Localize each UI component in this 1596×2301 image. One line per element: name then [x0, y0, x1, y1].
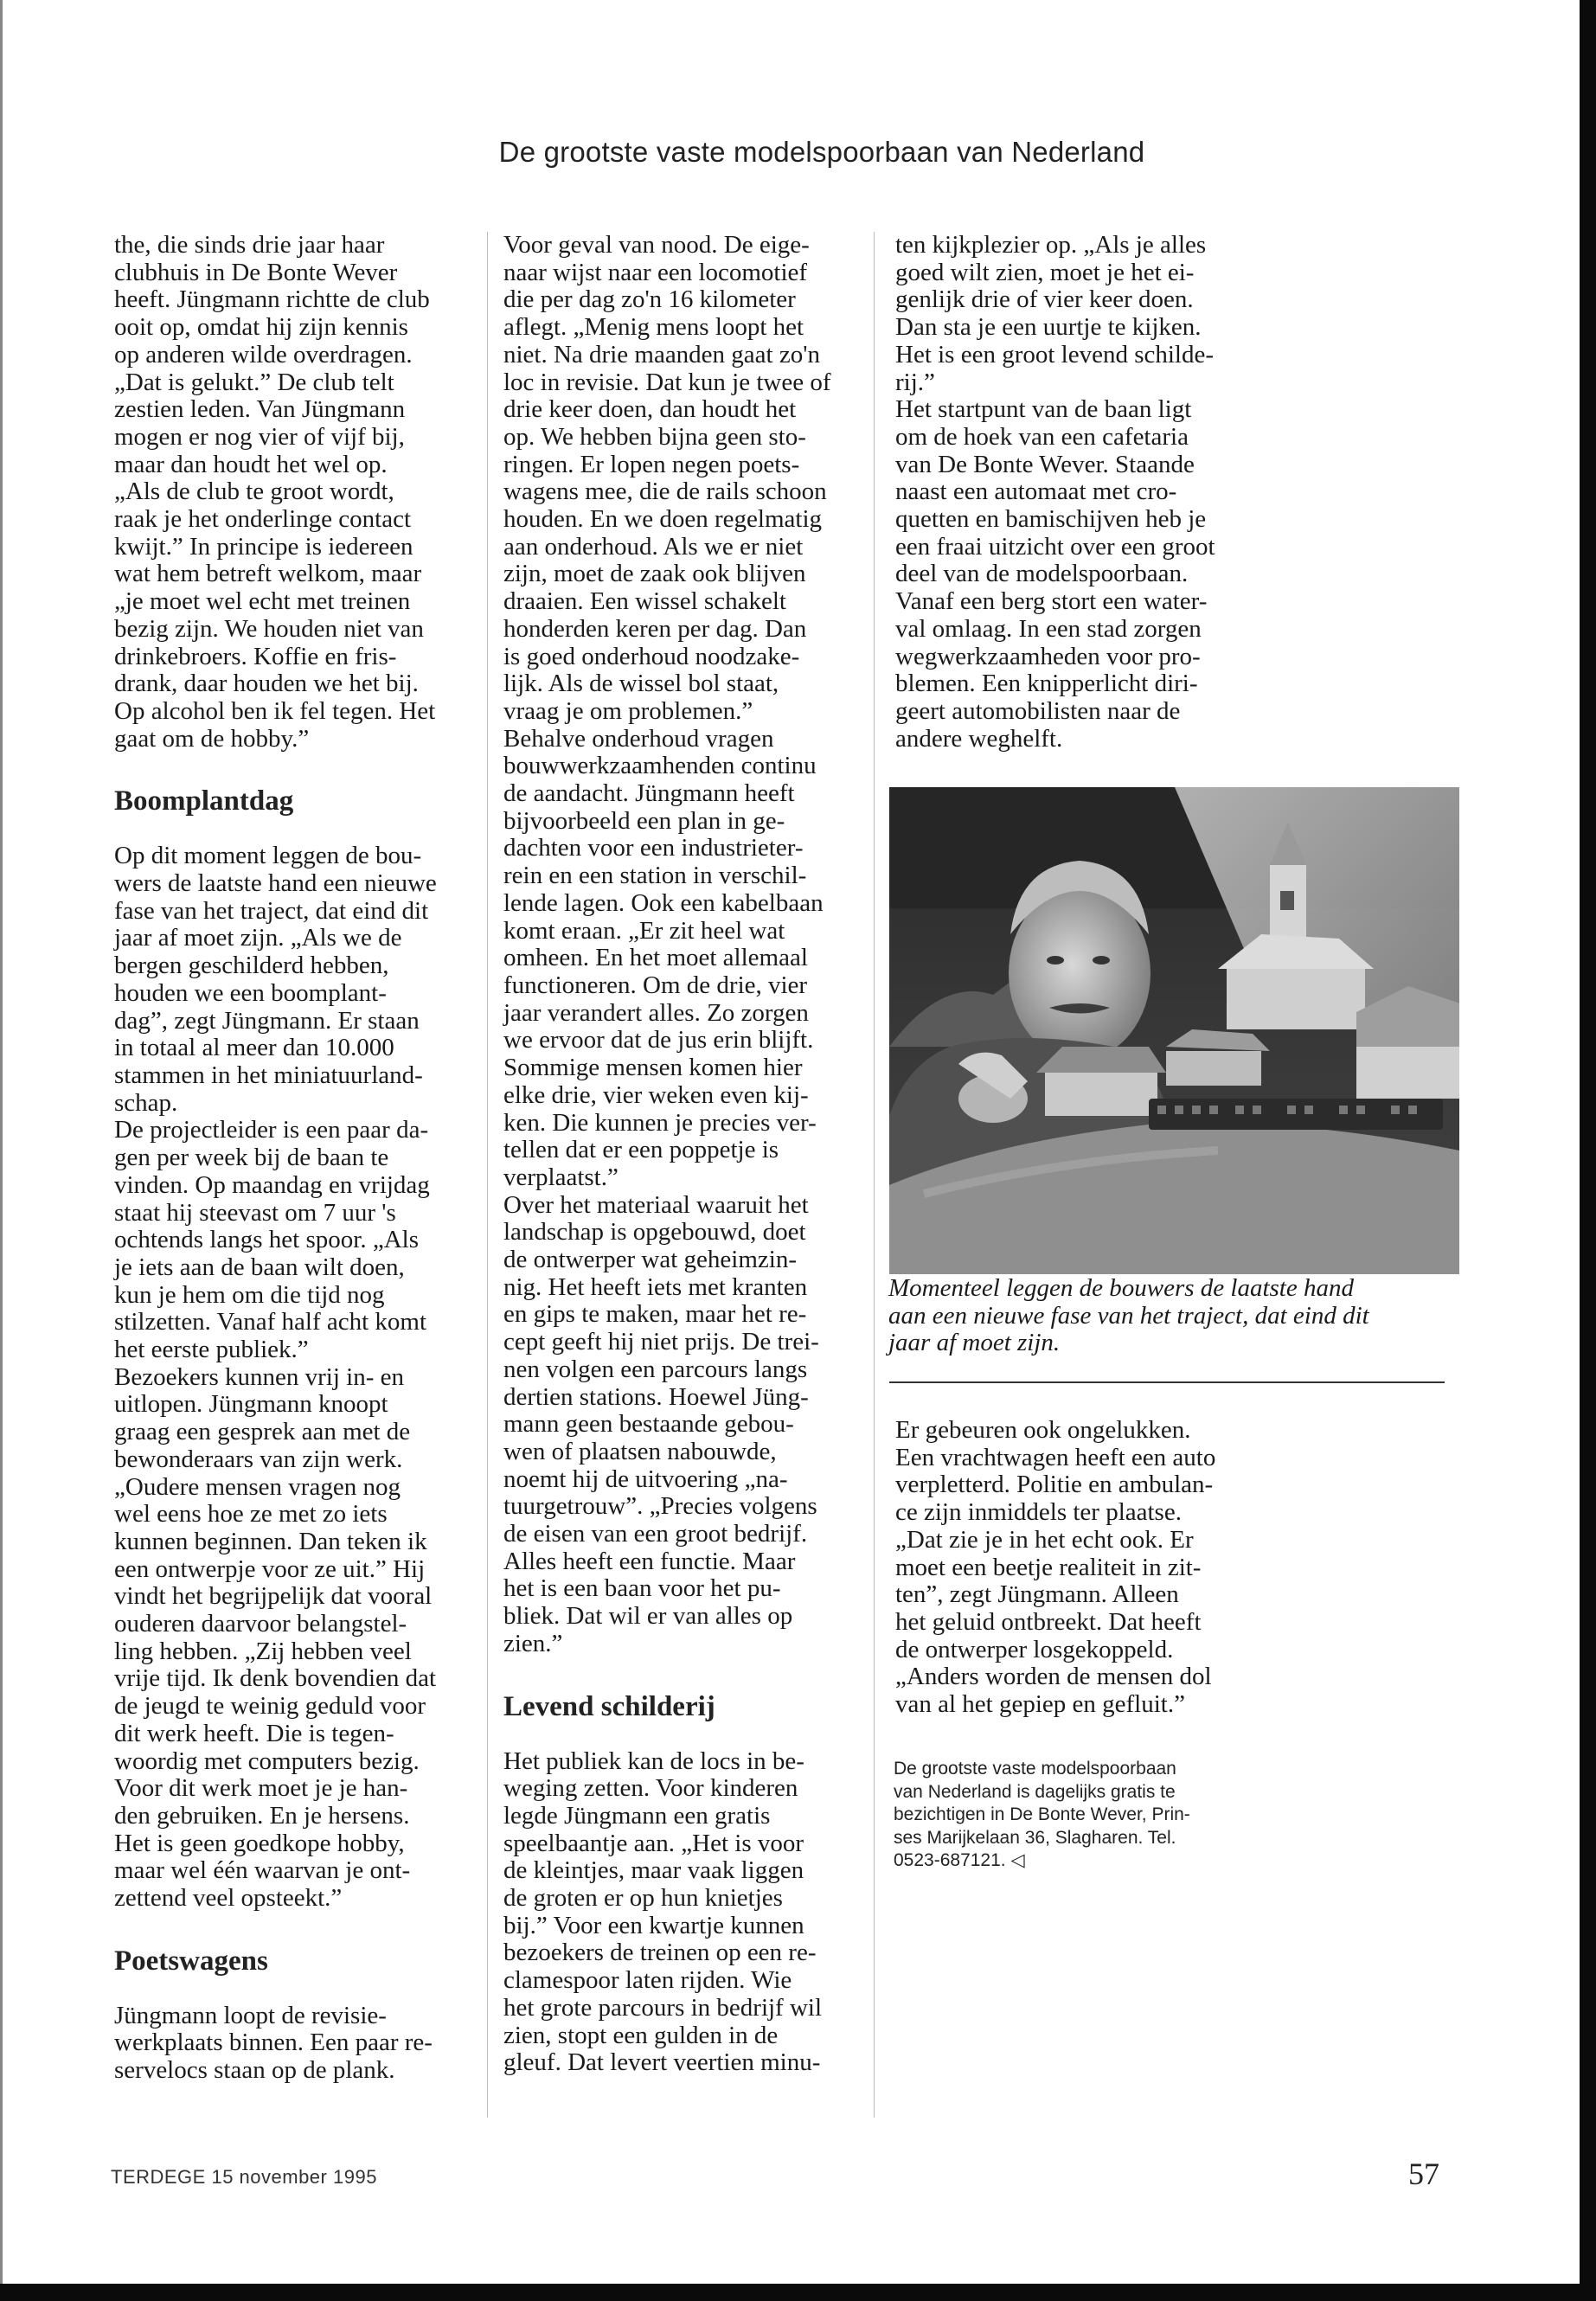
text-line: ten kijkplezier op. „Als je alles — [895, 231, 1207, 259]
text-line: bliek. Dat wil er van alles op — [503, 1602, 793, 1631]
text-line: kun je hem om die tijd nog — [114, 1280, 385, 1309]
text-line: noemt hij de uitvoering „na- — [503, 1465, 788, 1493]
text-line: de jeugd te weinig geduld voor — [114, 1692, 426, 1721]
text-line: val omlaag. In een stad zorgen — [895, 614, 1202, 643]
text-line: komt eraan. „Er zit heel wat — [503, 916, 785, 945]
text-line: Dan sta je een uurtje te kijken. — [895, 313, 1202, 342]
text-line: wen of plaatsen nabouwde, — [503, 1437, 777, 1465]
text-line: Op dit moment leggen de bou- — [114, 842, 422, 870]
text-line: bijvoorbeeld een plan in ge- — [503, 806, 785, 835]
article-photo — [889, 787, 1459, 1274]
running-header: De grootste vaste modelspoorbaan van Nederland — [498, 136, 1145, 168]
text-line: Voor geval van nood. De eige- — [503, 231, 810, 259]
text-line: cept geeft hij niet prijs. De trei- — [503, 1328, 819, 1356]
text-line: bergen geschilderd hebben, — [114, 952, 389, 980]
text-line: aflegt. „Menig mens loopt het — [503, 313, 804, 342]
text-line: zien.” — [503, 1629, 563, 1657]
text-line: geert automobilisten naar de — [895, 696, 1181, 725]
text-line: tuurgetrouw”. „Precies volgens — [503, 1492, 817, 1521]
text-line: ouderen daarvoor belangstel- — [114, 1610, 407, 1638]
text-line: het is een baan voor het pu- — [503, 1574, 781, 1603]
text-line: „je moet wel echt met treinen — [114, 587, 411, 616]
text-line: bouwwerkzaamhenden continu — [503, 752, 817, 780]
text-line: nig. Het heeft iets met kranten — [503, 1272, 808, 1301]
text-line: het grote parcours in bedrijf wil — [503, 1993, 823, 2022]
subheading-poetswagens: Poetswagens — [114, 1945, 268, 1977]
text-line: in totaal al meer dan 10.000 — [114, 1034, 394, 1062]
text-line: kunnen beginnen. Dan teken ik — [114, 1527, 427, 1555]
text-line: Sommige mensen komen hier — [503, 1054, 803, 1082]
text-line: houden. En we doen regelmatig — [503, 505, 823, 534]
text-line: maar wel één waarvan je ont- — [114, 1856, 411, 1885]
text-line: 0523-687121. ◁ — [894, 1850, 1025, 1870]
text-line: servelocs staan op de plank. — [114, 2056, 395, 2085]
text-line: Op alcohol ben ik fel tegen. Het — [114, 696, 436, 725]
text-line: de ontwerper wat geheimzin- — [503, 1246, 797, 1274]
text-line: honderden keren per dag. Dan — [503, 614, 807, 643]
text-line: op. We hebben bijna geen sto- — [503, 422, 806, 451]
text-line: het geluid ontbreekt. Dat heeft — [895, 1607, 1202, 1636]
text-line: schap. — [114, 1088, 178, 1117]
text-line: Het startpunt van de baan ligt — [895, 395, 1192, 424]
article-column-3-continued — [895, 1417, 1250, 1719]
text-line: Jüngmann loopt de revisie- — [114, 2001, 387, 2029]
text-line: vinden. Op maandag en vrijdag — [114, 1170, 430, 1199]
text-line: van al het gepiep en gefluit.” — [895, 1690, 1185, 1719]
text-line: zestien leden. Van Jüngmann — [114, 395, 406, 424]
text-line: legde Jüngmann een gratis — [503, 1801, 771, 1830]
text-line: vindt het begrijpelijk dat vooral — [114, 1582, 433, 1611]
text-line: tellen dat er een poppetje is — [503, 1136, 779, 1164]
text-line: clubhuis in De Bonte Wever — [114, 258, 398, 286]
photo-model-railway-man — [889, 787, 1459, 1274]
paragraph-block — [503, 232, 858, 1658]
text-line: en gips te maken, maar het re- — [503, 1300, 807, 1329]
text-line: Bezoekers kunnen vrij in- en — [114, 1362, 405, 1391]
text-line: Vanaf een berg stort een water- — [895, 587, 1208, 616]
text-line: andere weghelft. — [895, 724, 1063, 753]
text-line: fase van het traject, dat eind dit — [114, 896, 429, 925]
text-line: bij.” Voor een kwartje kunnen — [503, 1911, 804, 1939]
text-line: De projectleider is een paar da- — [114, 1116, 429, 1144]
text-line: houden we een boomplant- — [114, 978, 387, 1007]
text-line: gleuf. Dat levert veertien minu- — [503, 2048, 821, 2077]
text-line: ringen. Er lopen negen poets- — [503, 450, 800, 478]
text-line: „Oudere mensen vragen nog — [114, 1472, 401, 1501]
text-line: naar wijst naar een locomotief — [503, 258, 808, 286]
text-line: Over het materiaal waaruit het — [503, 1190, 809, 1219]
text-line: kwijt.” In principe is iedereen — [114, 532, 413, 561]
text-line: niet. Na drie maanden gaat zo'n — [503, 340, 820, 369]
text-line: De grootste vaste modelspoorbaan — [894, 1759, 1176, 1779]
text-line: zettend veel opsteekt.” — [114, 1884, 343, 1913]
text-line: drie keer doen, dan houdt het — [503, 395, 797, 424]
text-line: Het is geen goedkope hobby, — [114, 1829, 405, 1857]
caption-divider — [889, 1381, 1445, 1383]
text-line: dachten voor een industrieter- — [503, 834, 804, 862]
text-line: gen per week bij de baan te — [114, 1144, 389, 1172]
page-edge-bottom — [0, 2284, 1596, 2301]
text-line: genlijk drie of vier keer doen. — [895, 285, 1194, 314]
article-column-2 — [503, 232, 858, 2077]
text-line: de aandacht. Jüngmann heeft — [503, 779, 795, 808]
text-line: zijn, moet de zaak ook blijven — [503, 560, 806, 588]
text-line: Momenteel leggen de bouwers de laatste hand — [888, 1274, 1354, 1302]
text-line: stammen in het miniatuurland- — [114, 1061, 423, 1089]
text-line: mogen er nog vier of vijf bij, — [114, 422, 405, 451]
text-line: jaar af moet zijn. „Als we de — [114, 924, 402, 952]
text-line: staat hij steevast om 7 uur 's — [114, 1198, 396, 1227]
text-line: drinkebroers. Koffie en fris- — [114, 642, 397, 670]
text-line: raak je het onderlinge contact — [114, 505, 412, 534]
visitor-info-box — [894, 1758, 1248, 1873]
text-line: lende lagen. Ook een kabelbaan — [503, 888, 824, 917]
text-line: je iets aan de baan wilt doen, — [114, 1253, 405, 1281]
text-line: zien, stopt een gulden in de — [503, 2021, 779, 2049]
text-line: draaien. Een wissel schakelt — [503, 587, 786, 616]
text-line: wagens mee, die de rails schoon — [503, 478, 827, 506]
text-line: Alles heeft een functie. Maar — [503, 1547, 796, 1575]
text-line: is goed onderhoud noodzake- — [503, 642, 800, 670]
text-line: woordig met computers bezig. — [114, 1747, 420, 1775]
text-line: dertien stations. Hoewel Jüng- — [503, 1382, 809, 1411]
text-line: nen volgen een parcours langs — [503, 1355, 808, 1383]
text-line: the, die sinds drie jaar haar — [114, 231, 385, 259]
column-divider — [487, 232, 488, 2118]
text-line: verplaatst.” — [503, 1163, 619, 1191]
text-line: „Als de club te groot wordt, — [114, 478, 394, 506]
paragraph-block — [895, 1417, 1250, 1719]
text-line: ken. Die kunnen je precies ver- — [503, 1108, 817, 1137]
text-line: maar dan houdt het wel op. — [114, 450, 388, 478]
text-line: moet een beetje realiteit in zit- — [895, 1553, 1202, 1581]
text-line: Het publiek kan de locs in be- — [503, 1747, 804, 1775]
page-number: 57 — [1408, 2157, 1439, 2191]
text-line: aan onderhoud. Als we er niet — [503, 532, 804, 561]
text-line: jaar af moet zijn. — [888, 1329, 1061, 1356]
text-line: loc in revisie. Dat kun je twee of — [503, 368, 831, 396]
text-line: jaar verandert alles. Zo zorgen — [503, 998, 809, 1027]
text-line: het eerste publiek.” — [114, 1336, 309, 1364]
text-line: bezoekers de treinen op een re- — [503, 1939, 817, 1967]
text-line: de eisen van een groot bedrijf. — [503, 1520, 808, 1548]
text-line: wat hem betreft welkom, maar — [114, 560, 422, 588]
text-line: werkplaats binnen. Een paar re- — [114, 2029, 433, 2057]
text-line: ten”, zegt Jüngmann. Alleen — [895, 1580, 1179, 1609]
text-line: „Dat zie je in het echt ook. Er — [895, 1525, 1194, 1554]
text-line: „Dat is gelukt.” De club telt — [114, 368, 394, 396]
text-line: de groten er op hun knietjes — [503, 1884, 783, 1913]
text-line: die per dag zo'n 16 kilometer — [503, 285, 796, 314]
paragraph-block — [895, 232, 1250, 753]
text-line: stilzetten. Vanaf half acht komt — [114, 1308, 427, 1336]
text-line: functioneren. Om de drie, vier — [503, 971, 808, 999]
text-line: bezig zijn. We houden niet van — [114, 614, 424, 643]
text-line: elke drie, vier weken even kij- — [503, 1080, 809, 1109]
text-line: weging zetten. Voor kinderen — [503, 1774, 798, 1803]
text-line: landschap is opgebouwd, doet — [503, 1218, 806, 1247]
text-line: op anderen wilde overdragen. — [114, 340, 413, 369]
text-line: vraag je om problemen.” — [503, 696, 753, 725]
text-line: bewonderaars van zijn werk. — [114, 1445, 403, 1473]
text-line: blemen. Een knipperlicht diri- — [895, 670, 1198, 698]
text-line: graag een gesprek aan met de — [114, 1418, 411, 1446]
paragraph-block — [503, 1748, 858, 2077]
text-line: Het is een groot levend schilde- — [895, 340, 1215, 369]
article-column-3 — [895, 232, 1250, 753]
text-line: „Anders worden de mensen dol — [895, 1663, 1212, 1691]
text-line: om de hoek van een cafetaria — [895, 422, 1189, 451]
text-line: Er gebeuren ook ongelukken. — [895, 1416, 1191, 1444]
text-line: naast een automaat met cro- — [895, 478, 1177, 506]
column-divider — [874, 232, 875, 2118]
text-line: Voor dit werk moet je je han- — [114, 1774, 408, 1803]
text-line: speelbaantje aan. „Het is voor — [503, 1829, 804, 1857]
text-line: een fraai uitzicht over een groot — [895, 532, 1215, 561]
text-line: we ervoor dat de jus erin blijft. — [503, 1026, 814, 1054]
text-line: vrije tijd. Ik denk bovendien dat — [114, 1664, 437, 1693]
text-line: deel van de modelspoorbaan. — [895, 560, 1189, 588]
page-edge-left — [0, 0, 3, 2301]
text-line: ooit op, omdat hij zijn kennis — [114, 313, 408, 342]
photo-caption — [888, 1275, 1442, 1357]
text-line: dag”, zegt Jüngmann. Er staan — [114, 1006, 420, 1035]
text-line: heeft. Jüngmann richtte de club — [114, 285, 430, 314]
text-line: clamespoor laten rijden. Wie — [503, 1966, 792, 1995]
text-line: rij.” — [895, 368, 935, 396]
text-line: wel eens hoe ze met zo iets — [114, 1500, 388, 1529]
text-line: ochtends langs het spoor. „Als — [114, 1226, 419, 1254]
text-line: quetten en bamischijven heb je — [895, 505, 1207, 534]
paragraph-block — [114, 843, 474, 1912]
text-line: van Nederland is dagelijks gratis te — [894, 1781, 1176, 1802]
text-line: Een vrachtwagen heeft een auto — [895, 1443, 1216, 1471]
text-line: aan een nieuwe fase van het traject, dat eind dit — [888, 1301, 1369, 1330]
text-line: van De Bonte Wever. Staande — [895, 450, 1195, 478]
subheading-levend-schilderij: Levend schilderij — [503, 1690, 715, 1722]
text-line: lijk. Als de wissel bol staat, — [503, 670, 779, 698]
text-line: ses Marijkelaan 36, Slagharen. Tel. — [894, 1827, 1176, 1848]
text-line: omheen. En het moet allemaal — [503, 944, 808, 972]
text-line: wers de laatste hand een nieuwe — [114, 869, 437, 898]
text-line: gaat om de hobby.” — [114, 724, 310, 753]
text-line: dit werk heeft. Die is tegen- — [114, 1719, 394, 1747]
subheading-boomplantdag: Boomplantdag — [114, 785, 294, 817]
publication-footer: TERDEGE 15 november 1995 — [111, 2166, 377, 2188]
text-line: goed wilt zien, moet je het ei- — [895, 258, 1195, 286]
text-line: ling hebben. „Zij hebben veel — [114, 1637, 412, 1665]
page-edge-right — [1580, 0, 1596, 2301]
text-line: wegwerkzaamheden voor pro- — [895, 642, 1201, 670]
text-line: mann geen bestaande gebou- — [503, 1410, 794, 1439]
text-line: Behalve onderhoud vragen — [503, 724, 774, 753]
text-line: een ontwerpje voor ze uit.” Hij — [114, 1554, 426, 1583]
text-line: ce zijn inmiddels ter plaatse. — [895, 1498, 1182, 1527]
text-line: rein en een station in verschil- — [503, 862, 807, 890]
text-line: bezichtigen in De Bonte Wever, Prin- — [894, 1804, 1190, 1824]
text-line: de kleintjes, maar vaak liggen — [503, 1856, 804, 1885]
article-column-1 — [114, 232, 474, 2085]
text-line: uitlopen. Jüngmann knoopt — [114, 1390, 388, 1419]
paragraph-block — [114, 2003, 474, 2085]
text-line: den gebruiken. En je hersens. — [114, 1801, 410, 1830]
text-line: drank, daar houden we het bij. — [114, 670, 419, 698]
text-line: verpletterd. Politie en ambulan- — [895, 1471, 1214, 1499]
paragraph-block — [114, 232, 474, 753]
text-line: de ontwerper losgekoppeld. — [895, 1635, 1174, 1663]
